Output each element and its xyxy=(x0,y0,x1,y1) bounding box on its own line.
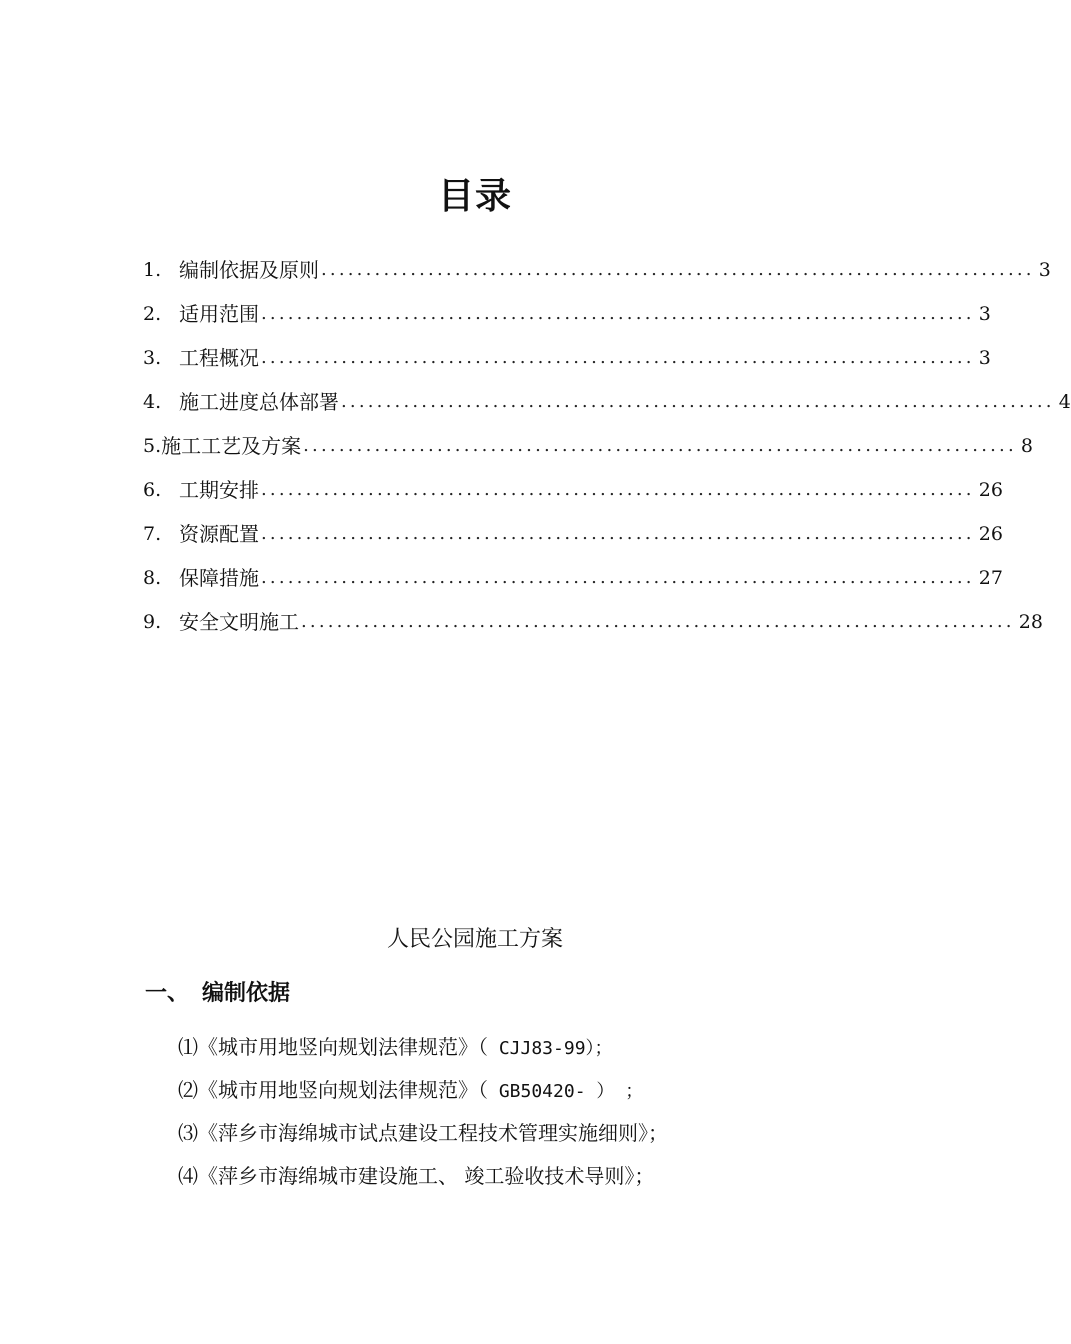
reference-item xyxy=(178,1155,838,1198)
toc-list xyxy=(143,248,1071,644)
reference-item xyxy=(178,1026,838,1069)
toc-page-number: 26 xyxy=(978,479,1003,501)
toc-leader-dots: ................................................................................ xyxy=(261,479,975,500)
toc-leader-dots: ................................................................................ xyxy=(261,347,975,368)
toc-num: 7. xyxy=(143,523,162,545)
toc-label: 保障措施 xyxy=(179,566,259,590)
reference-text: ⑴《城市用地竖向规划法律规范》（ xyxy=(178,1035,488,1059)
toc-page-number: 4 xyxy=(1058,391,1071,413)
section-heading xyxy=(145,976,290,1012)
toc-label: 工程概况 xyxy=(179,346,259,370)
toc-page-number: 8 xyxy=(1020,435,1033,457)
toc-row[interactable] xyxy=(143,248,1051,292)
toc-num: 2. xyxy=(143,303,162,325)
toc-label: 安全文明施工 xyxy=(179,610,299,634)
toc-page-number: 26 xyxy=(978,523,1003,545)
toc-leader-dots: ................................................................................ xyxy=(303,435,1017,456)
toc-label: 适用范围 xyxy=(179,302,259,326)
toc-row[interactable] xyxy=(143,468,1003,512)
toc-num: 8. xyxy=(143,567,162,589)
section-number: 一、 xyxy=(145,981,190,1006)
toc-row[interactable] xyxy=(143,336,991,380)
toc-page-number: 27 xyxy=(978,567,1003,589)
reference-list xyxy=(178,1026,838,1198)
toc-title: 目录 xyxy=(437,176,512,217)
toc-label: 工期安排 xyxy=(179,478,259,502)
toc-leader-dots: ................................................................................ xyxy=(261,567,975,588)
toc-leader-dots: ................................................................................ xyxy=(261,523,975,544)
toc-leader-dots: ................................................................................ xyxy=(321,259,1035,280)
section-title: 编制依据 xyxy=(202,981,291,1006)
toc-leader-dots: ................................................................................ xyxy=(301,611,1015,632)
toc-label: 施工工艺及方案 xyxy=(161,434,302,458)
toc-row[interactable] xyxy=(143,424,1033,468)
document-title: 人民公园施工方案 xyxy=(386,927,563,952)
toc-row[interactable] xyxy=(143,380,1071,424)
toc-leader-dots: ................................................................................ xyxy=(341,391,1055,412)
toc-page-number: 3 xyxy=(978,303,991,325)
toc-num: 4. xyxy=(143,391,162,413)
toc-label: 资源配置 xyxy=(179,522,259,546)
toc-row[interactable] xyxy=(143,292,991,336)
toc-leader-dots: ................................................................................ xyxy=(261,303,975,324)
reference-item xyxy=(178,1112,838,1155)
toc-label: 编制依据及原则 xyxy=(179,258,319,282)
toc-page-number: 3 xyxy=(978,347,991,369)
toc-num: 1. xyxy=(143,259,162,281)
toc-row[interactable] xyxy=(143,512,1003,556)
toc-row[interactable] xyxy=(143,556,1003,600)
toc-page-number: 28 xyxy=(1018,611,1043,633)
toc-num: 3. xyxy=(143,347,162,369)
reference-text: ⑶《萍乡市海绵城市试点建设工程技术管理实施细则》； xyxy=(178,1121,668,1145)
reference-text: ⑵《城市用地竖向规划法律规范》（ xyxy=(178,1078,488,1102)
toc-page-number: 3 xyxy=(1038,259,1051,281)
toc-num: 9. xyxy=(143,611,162,633)
toc-num: 5. xyxy=(143,435,162,457)
reference-code: GB50420- ） ； xyxy=(488,1081,644,1102)
reference-item xyxy=(178,1069,838,1112)
toc-row[interactable] xyxy=(143,600,1043,644)
toc-label: 施工进度总体部署 xyxy=(179,390,339,414)
toc-num: 6. xyxy=(143,479,162,501)
reference-code: CJJ83-99）； xyxy=(488,1038,613,1059)
reference-text: ⑷《萍乡市海绵城市建设施工、 竣工验收技术导则》； xyxy=(178,1164,655,1188)
